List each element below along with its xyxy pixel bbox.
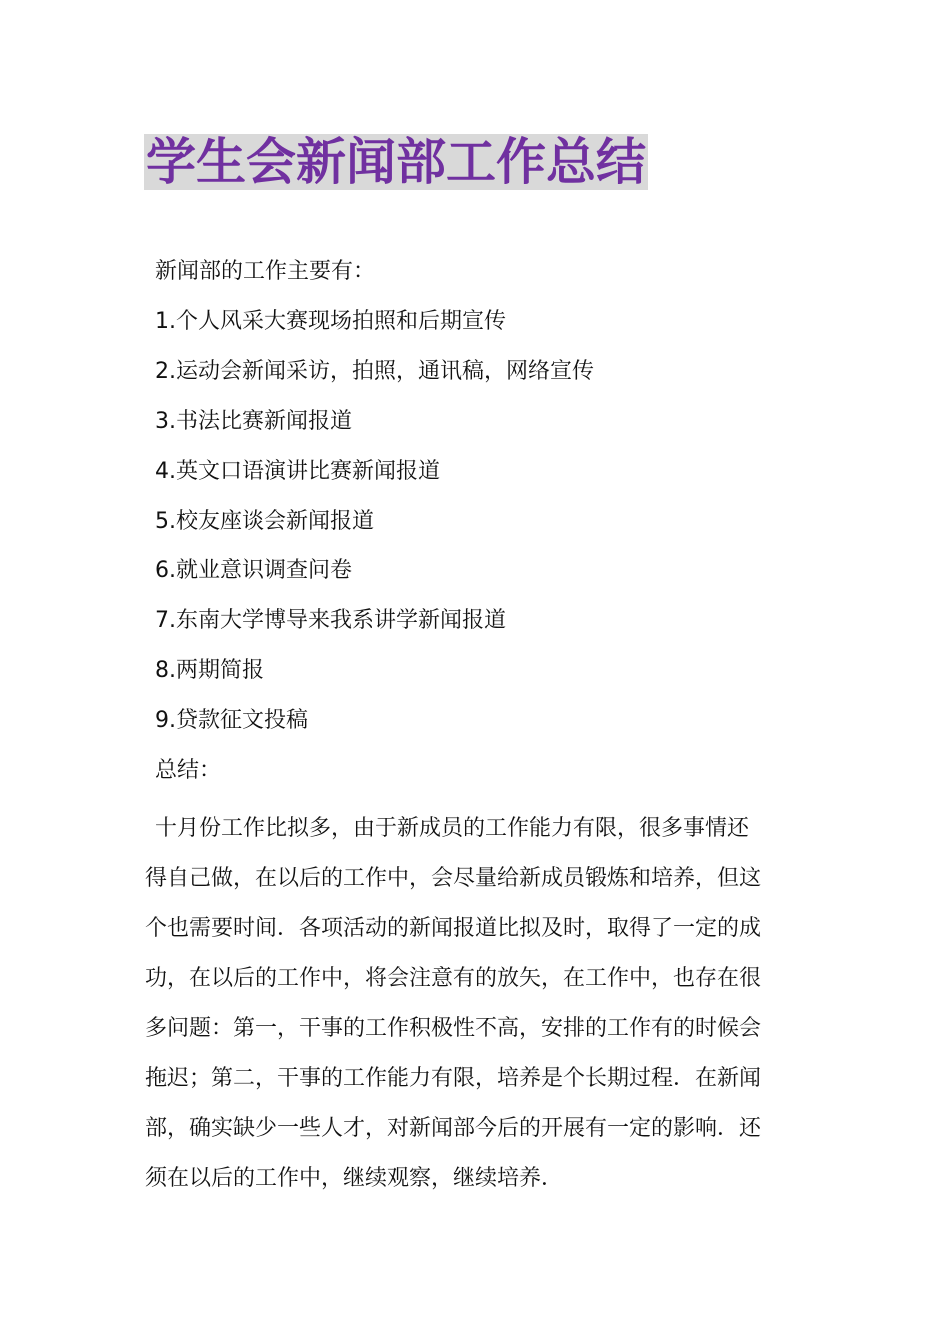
list-item: 9.贷款征文投稿 — [155, 708, 308, 733]
list-item: 1.个人风采大赛现场拍照和后期宣传 — [155, 309, 506, 334]
summary-paragraph — [145, 804, 810, 1204]
list-item: 3.书法比赛新闻报道 — [155, 409, 352, 434]
summary-line: 功，在以后的工作中，将会注意有的放矢，在工作中，也存在很 — [145, 966, 762, 991]
list-item: 6.就业意识调查问卷 — [155, 558, 352, 583]
summary-line: 拖迟；第二，干事的工作能力有限，培养是个长期过程．在新闻 — [145, 1066, 762, 1091]
summary-line: 个也需要时间．各项活动的新闻报道比拟及时，取得了一定的成 — [145, 916, 762, 941]
summary-line: 十月份工作比拟多，由于新成员的工作能力有限，很多事情还 — [155, 816, 750, 841]
summary-line: 部，确实缺少一些人才，对新闻部今后的开展有一定的影响．还 — [145, 1116, 762, 1141]
summary-label: 总结： — [155, 758, 222, 783]
summary-line: 须在以后的工作中，继续观察，继续培养． — [145, 1166, 564, 1191]
summary-line: 得自己做，在以后的工作中，会尽量给新成员锻炼和培养，但这 — [145, 866, 762, 891]
list-item: 5.校友座谈会新闻报道 — [155, 509, 374, 534]
document-title: 学生会新闻部工作总结 — [146, 133, 646, 191]
list-item: 2.运动会新闻采访，拍照，通讯稿，网络宣传 — [155, 359, 594, 384]
intro-text: 新闻部的工作主要有： — [155, 259, 376, 284]
summary-line: 多问题：第一，干事的工作积极性不高，安排的工作有的时候会 — [145, 1016, 762, 1041]
list-item: 7.东南大学博导来我系讲学新闻报道 — [155, 608, 506, 633]
list-item: 4.英文口语演讲比赛新闻报道 — [155, 459, 440, 484]
list-item: 8.两期简报 — [155, 658, 264, 683]
